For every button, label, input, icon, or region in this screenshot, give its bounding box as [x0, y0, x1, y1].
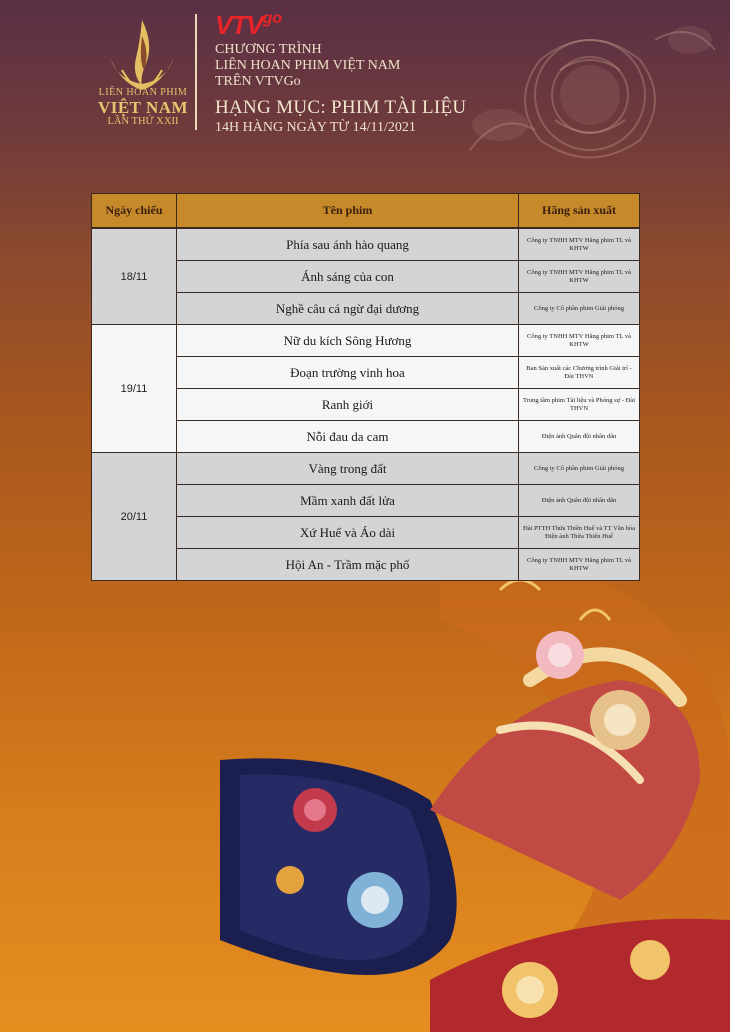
- producer: Công ty TNHH MTV Hãng phim TL và KHTW: [519, 228, 640, 261]
- header-producer: Hãng sản xuất: [519, 194, 640, 229]
- table-row: [92, 453, 640, 485]
- film-title: Đoạn trường vinh hoa: [177, 357, 519, 389]
- film-title: Phía sau ánh hào quang: [177, 228, 519, 261]
- header: [0, 0, 730, 180]
- program-title: [215, 42, 400, 90]
- category-title: HẠNG MỤC: PHIM TÀI LIỆU: [215, 97, 467, 118]
- producer: Công ty TNHH MTV Hãng phim TL và KHTW: [519, 549, 640, 581]
- producer: Điện ảnh Quân đội nhân dân: [519, 421, 640, 453]
- film-title: Nỗi đau da cam: [177, 421, 519, 453]
- film-title: Nữ du kích Sông Hương: [177, 325, 519, 357]
- brand-suffix: go: [262, 10, 283, 27]
- header-divider: [195, 14, 197, 130]
- producer: Ban Sản xuất các Chương trình Giải trí - Đài THVN: [519, 357, 640, 389]
- table-header-row: [92, 194, 640, 229]
- producer: Công ty Cổ phần phim Giải phóng: [519, 453, 640, 485]
- film-title: Vàng trong đất: [177, 453, 519, 485]
- program-line2: LIÊN HOAN PHIM VIỆT NAM: [215, 58, 401, 73]
- producer: Đài PTTH Thừa Thiên Huế và TT Văn hóa Điện ảnh Thừa Thiên Huế: [519, 517, 640, 549]
- date-cell: 19/11: [92, 325, 177, 453]
- film-title: Mầm xanh đất lửa: [177, 485, 519, 517]
- festival-line1: LIÊN HOAN PHIM: [98, 87, 188, 98]
- program-line1: CHƯƠNG TRÌNH: [215, 42, 322, 57]
- festival-line3: LẦN THỨ XXII: [107, 116, 179, 127]
- producer: Trung tâm phim Tài liệu và Phóng sự - Đài THVN: [519, 389, 640, 421]
- header-film: Tên phim: [177, 194, 519, 229]
- producer: Điện ảnh Quân đội nhân dân: [519, 485, 640, 517]
- film-title: Hội An - Trầm mặc phố: [177, 549, 519, 581]
- date-cell: 20/11: [92, 453, 177, 581]
- festival-line2: VIỆT NAM: [97, 98, 189, 117]
- film-title: Xứ Huế và Áo dài: [177, 517, 519, 549]
- producer: Công ty TNHH MTV Hãng phim TL và KHTW: [519, 261, 640, 293]
- table-row: [92, 228, 640, 261]
- producer: Công ty TNHH MTV Hãng phim TL và KHTW: [519, 325, 640, 357]
- date-cell: 18/11: [92, 228, 177, 325]
- film-title: Ánh sáng của con: [177, 261, 519, 293]
- vtvgo-logo: [215, 10, 282, 41]
- decorative-artwork: [200, 560, 730, 1032]
- film-title: Nghề câu cá ngừ đại dương: [177, 293, 519, 325]
- producer: Công ty Cổ phần phim Giải phóng: [519, 293, 640, 325]
- film-title: Ranh giới: [177, 389, 519, 421]
- schedule-table: [91, 193, 640, 581]
- table-row: [92, 325, 640, 357]
- header-date: Ngày chiếu: [92, 194, 177, 229]
- program-line3: TRÊN VTVGo: [215, 74, 301, 89]
- festival-name: [90, 88, 196, 128]
- brand-name: VTV: [215, 10, 263, 40]
- schedule-time: 14H HÀNG NGÀY TỪ 14/11/2021: [215, 120, 416, 135]
